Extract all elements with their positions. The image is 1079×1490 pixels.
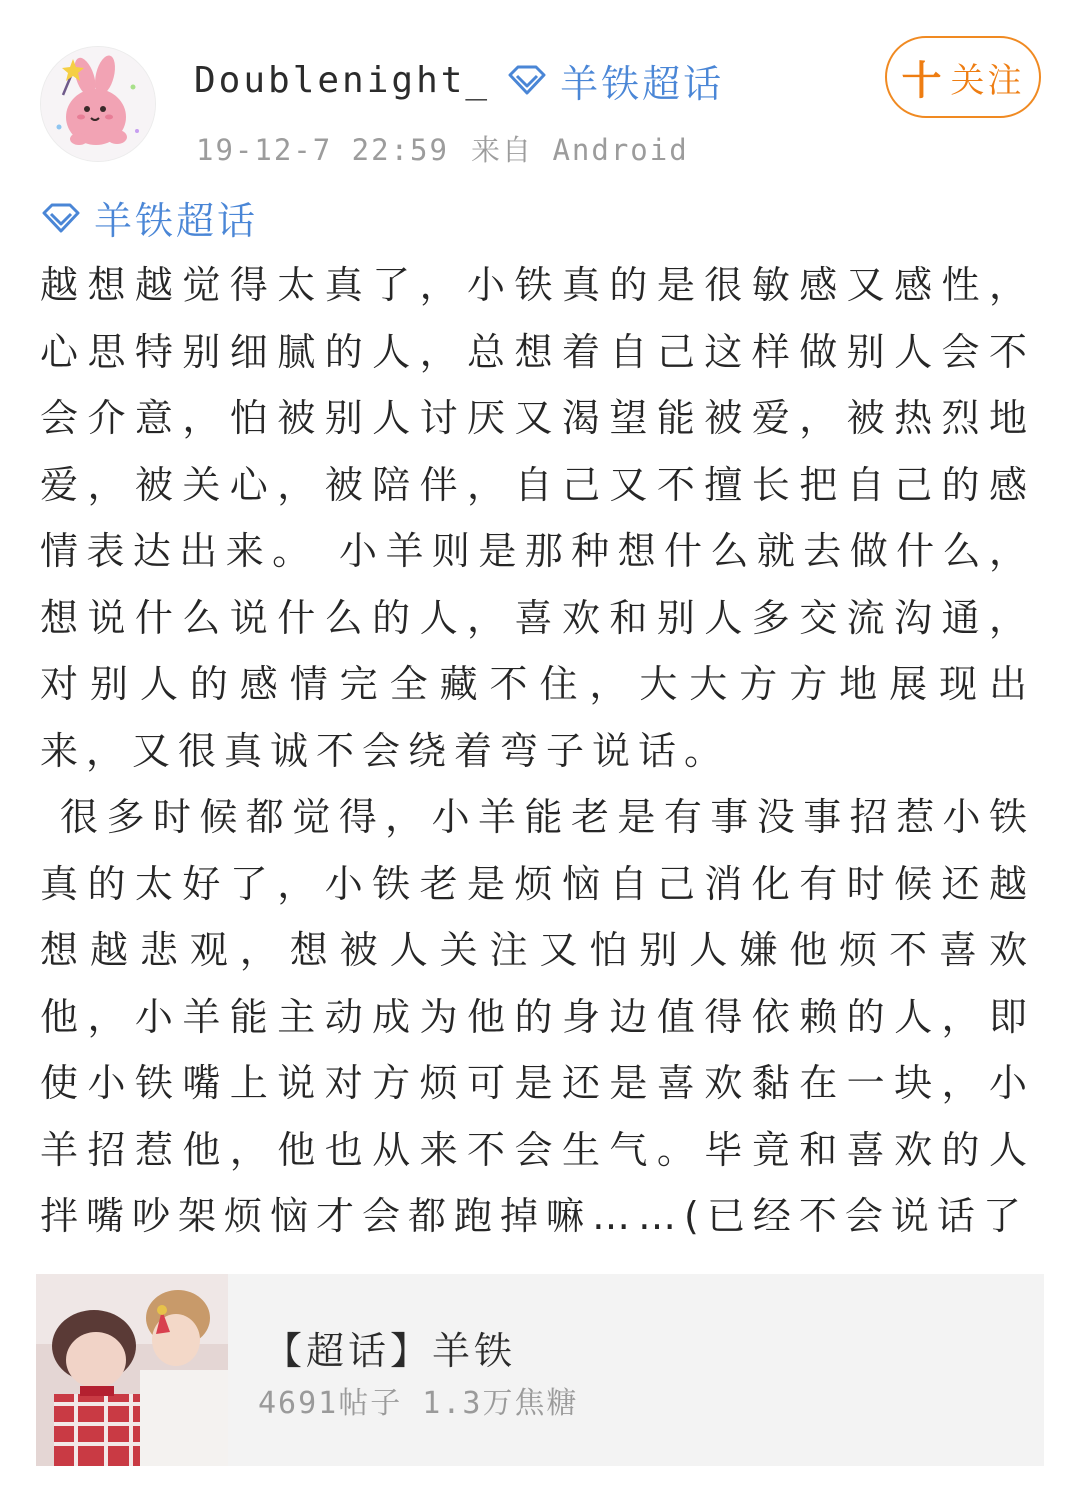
supertopic-label: 羊铁超话: [94, 199, 259, 243]
plus-icon: 十: [901, 57, 945, 104]
post-body: [40, 252, 1035, 1250]
diamond-icon: [506, 65, 548, 95]
supertopic-card-title: 【超话】羊铁: [264, 1329, 517, 1373]
post-timestamp: 19-12-7 22:59: [196, 133, 449, 167]
follow-button-label: 关注: [950, 60, 1025, 101]
supertopic-card[interactable]: [36, 1274, 1044, 1466]
supertopic-link[interactable]: [40, 190, 258, 245]
author-avatar[interactable]: [40, 46, 156, 162]
post-paragraph: 越想越觉得太真了，小铁真的是很敏感又感性，心思特别细腻的人，总想着自己这样做别人会不会介意，怕被别人讨厌又渴望能被爱，被热烈地爱，被关心，被陪伴，自己又不擅长把自己的感情表达出来。 小羊则是那种想什么就去做什么，想说什么说什么的人，喜欢和别人多交流沟通，对别人的感情完全藏不住，大大方方地展现出来，又很真诚不会绕着弯子说话。: [40, 263, 1035, 773]
post-source: 来自 Android: [470, 133, 689, 167]
post-header: [194, 52, 724, 108]
pink-bunny-avatar-icon: [41, 47, 155, 161]
diamond-icon: [40, 203, 82, 233]
follow-button[interactable]: [885, 36, 1041, 118]
cover-photo-image: [36, 1274, 228, 1466]
post-paragraph: 很多时候都觉得，小羊能老是有事没事招惹小铁真的太好了，小铁老是烦恼自己消化有时候还越想越悲观，想被人关注又怕别人嫌他烦不喜欢他，小羊能主动成为他的身边值得依赖的人，即使小铁嘴上说对方烦可是还是喜欢黏在一块，小羊招惹他，他也从来不会生气。毕竟和喜欢的人拌嘴吵架烦恼才会都跑掉嘛……(已经不会说话了: [40, 795, 1035, 1238]
supertopic-cover-photo: [36, 1274, 228, 1466]
author-username[interactable]: Doublenight_: [194, 59, 491, 101]
post-meta: [196, 128, 689, 169]
supertopic-card-stats: 4691帖子 1.3万焦糖: [258, 1386, 579, 1421]
header-supertopic-link[interactable]: [506, 53, 724, 108]
header-supertopic-label: 羊铁超话: [560, 61, 725, 106]
